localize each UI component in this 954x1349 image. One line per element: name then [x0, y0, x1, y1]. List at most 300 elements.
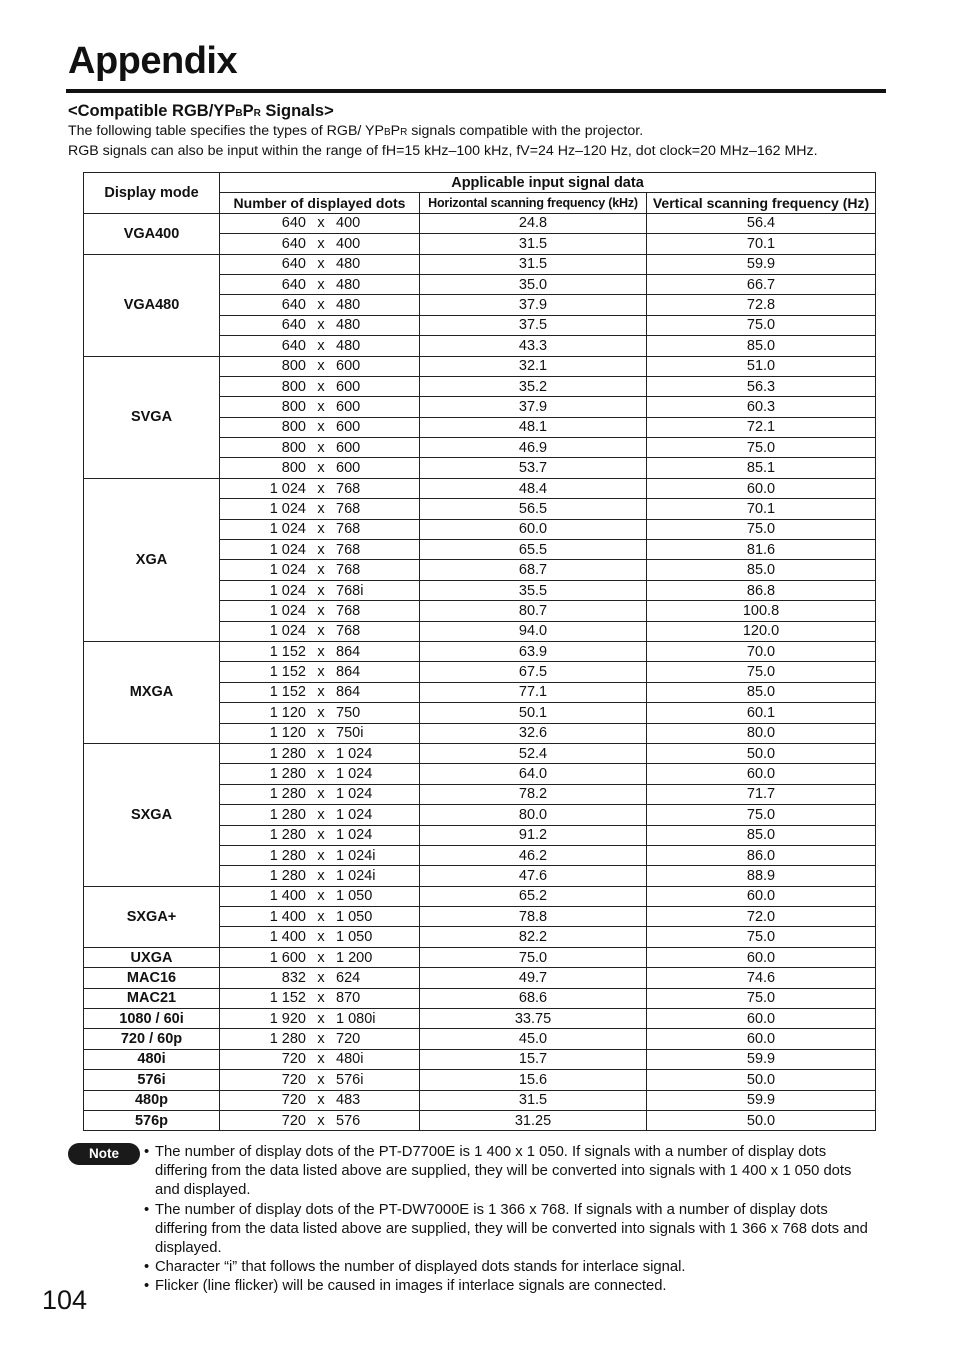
dots-width: 800 — [281, 419, 306, 436]
dots-separator: x — [317, 398, 325, 415]
dots-height: 768 — [336, 521, 361, 538]
dots-width: 1 280 — [269, 827, 306, 844]
vertical-frequency-cell: 50.0 — [647, 1070, 876, 1090]
table-row — [84, 968, 876, 988]
dots-separator: x — [317, 684, 325, 701]
vertical-frequency-cell: 120.0 — [647, 621, 876, 641]
table-row — [84, 1070, 876, 1090]
dots-width: 1 024 — [269, 521, 306, 538]
page-number: 104 — [42, 1285, 88, 1315]
header-displayed-dots: Number of displayed dots — [220, 193, 420, 213]
dots-height: 768 — [336, 541, 361, 558]
display-mode-cell: 576p — [84, 1110, 220, 1130]
dots-separator: x — [317, 480, 325, 497]
horizontal-frequency-cell: 77.1 — [420, 682, 647, 702]
vertical-frequency-cell: 51.0 — [647, 356, 876, 376]
horizontal-frequency-cell: 48.4 — [420, 478, 647, 498]
vertical-frequency-cell: 80.0 — [647, 723, 876, 743]
dots-height: 750 — [336, 704, 361, 721]
vertical-frequency-cell: 60.0 — [647, 764, 876, 784]
dots-height: 768 — [336, 623, 361, 640]
display-mode-cell: MXGA — [84, 641, 220, 743]
horizontal-frequency-cell: 15.7 — [420, 1049, 647, 1069]
horizontal-frequency-cell: 32.6 — [420, 723, 647, 743]
displayed-dots-cell — [220, 458, 420, 478]
horizontal-frequency-cell: 80.7 — [420, 601, 647, 621]
horizontal-frequency-cell: 75.0 — [420, 947, 647, 967]
dots-height: 400 — [336, 235, 361, 252]
horizontal-frequency-cell: 49.7 — [420, 968, 647, 988]
horizontal-frequency-cell: 52.4 — [420, 743, 647, 763]
horizontal-frequency-cell: 50.1 — [420, 703, 647, 723]
horizontal-frequency-cell: 37.5 — [420, 315, 647, 335]
dots-width: 720 — [281, 1051, 306, 1068]
displayed-dots-cell — [220, 519, 420, 539]
dots-separator: x — [317, 500, 325, 517]
dots-height: 1 024 — [336, 827, 373, 844]
displayed-dots-cell — [220, 1070, 420, 1090]
displayed-dots-cell — [220, 295, 420, 315]
dots-separator: x — [317, 541, 325, 558]
displayed-dots-cell — [220, 499, 420, 519]
dots-height: 600 — [336, 419, 361, 436]
displayed-dots-cell — [220, 621, 420, 641]
dots-width: 800 — [281, 460, 306, 477]
dots-width: 1 600 — [269, 949, 306, 966]
dots-separator: x — [317, 867, 325, 884]
dots-height: 400 — [336, 215, 361, 232]
dots-separator: x — [317, 969, 325, 986]
note-item: • The number of display dots of the PT-DW7000E is 1 366 x 768. If signals with a number of display dots differing from the data listed above are supplied, they will be converted into signals with 1 366 x 768 dots and displayed. — [144, 1201, 874, 1259]
table-row — [84, 356, 876, 376]
dots-width: 640 — [281, 337, 306, 354]
display-mode-cell: MAC21 — [84, 988, 220, 1008]
dots-width: 1 280 — [269, 806, 306, 823]
dots-width: 640 — [281, 297, 306, 314]
dots-width: 720 — [281, 1112, 306, 1129]
vertical-frequency-cell: 60.0 — [647, 1029, 876, 1049]
vertical-frequency-cell: 56.3 — [647, 376, 876, 396]
displayed-dots-cell — [220, 376, 420, 396]
displayed-dots-cell — [220, 254, 420, 274]
vertical-frequency-cell: 72.0 — [647, 907, 876, 927]
dots-separator: x — [317, 806, 325, 823]
dots-height: 864 — [336, 664, 361, 681]
horizontal-frequency-cell: 65.2 — [420, 886, 647, 906]
horizontal-frequency-cell: 32.1 — [420, 356, 647, 376]
vertical-frequency-cell: 75.0 — [647, 988, 876, 1008]
horizontal-frequency-cell: 46.2 — [420, 845, 647, 865]
dots-height: 600 — [336, 439, 361, 456]
displayed-dots-cell — [220, 886, 420, 906]
vertical-frequency-cell: 70.0 — [647, 641, 876, 661]
vertical-frequency-cell: 70.1 — [647, 499, 876, 519]
dots-separator: x — [317, 1051, 325, 1068]
vertical-frequency-cell: 85.0 — [647, 336, 876, 356]
dots-height: 1 024i — [336, 867, 376, 884]
dots-width: 800 — [281, 439, 306, 456]
dots-height: 768 — [336, 500, 361, 517]
dots-separator: x — [317, 582, 325, 599]
dots-width: 800 — [281, 398, 306, 415]
horizontal-frequency-cell: 37.9 — [420, 295, 647, 315]
dots-height: 750i — [336, 725, 364, 742]
note-item: • Flicker (line flicker) will be caused in images if interlace signals are connected. — [144, 1277, 874, 1296]
dots-separator: x — [317, 602, 325, 619]
dots-width: 1 120 — [269, 704, 306, 721]
dots-separator: x — [317, 297, 325, 314]
displayed-dots-cell — [220, 723, 420, 743]
displayed-dots-cell — [220, 907, 420, 927]
table-row — [84, 1049, 876, 1069]
note-list — [144, 1143, 874, 1297]
vertical-frequency-cell: 74.6 — [647, 968, 876, 988]
vertical-frequency-cell: 72.8 — [647, 295, 876, 315]
dots-height: 1 024 — [336, 766, 373, 783]
horizontal-frequency-cell: 31.5 — [420, 254, 647, 274]
header-horizontal-frequency: Horizontal scanning frequency (kHz) — [420, 193, 647, 213]
horizontal-frequency-cell: 63.9 — [420, 641, 647, 661]
displayed-dots-cell — [220, 397, 420, 417]
displayed-dots-cell — [220, 1110, 420, 1130]
vertical-frequency-cell: 75.0 — [647, 927, 876, 947]
dots-width: 720 — [281, 1092, 306, 1109]
horizontal-frequency-cell: 64.0 — [420, 764, 647, 784]
table-row — [84, 743, 876, 763]
dots-width: 832 — [281, 969, 306, 986]
dots-width: 640 — [281, 276, 306, 293]
horizontal-frequency-cell: 45.0 — [420, 1029, 647, 1049]
dots-height: 768 — [336, 602, 361, 619]
dots-height: 600 — [336, 460, 361, 477]
displayed-dots-cell — [220, 682, 420, 702]
horizontal-frequency-cell: 47.6 — [420, 866, 647, 886]
table-row — [84, 1110, 876, 1130]
vertical-frequency-cell: 86.0 — [647, 845, 876, 865]
displayed-dots-cell — [220, 601, 420, 621]
vertical-frequency-cell: 60.0 — [647, 947, 876, 967]
signal-table — [83, 172, 876, 1131]
horizontal-frequency-cell: 91.2 — [420, 825, 647, 845]
displayed-dots-cell — [220, 560, 420, 580]
displayed-dots-cell — [220, 703, 420, 723]
horizontal-frequency-cell: 15.6 — [420, 1070, 647, 1090]
displayed-dots-cell — [220, 968, 420, 988]
dots-height: 864 — [336, 684, 361, 701]
dots-height: 870 — [336, 990, 361, 1007]
dots-width: 640 — [281, 317, 306, 334]
vertical-frequency-cell: 60.0 — [647, 478, 876, 498]
dots-separator: x — [317, 215, 325, 232]
vertical-frequency-cell: 85.1 — [647, 458, 876, 478]
dots-width: 800 — [281, 358, 306, 375]
table-row — [84, 213, 876, 233]
dots-height: 1 024 — [336, 806, 373, 823]
horizontal-frequency-cell: 56.5 — [420, 499, 647, 519]
dots-separator: x — [317, 235, 325, 252]
horizontal-frequency-cell: 78.2 — [420, 784, 647, 804]
dots-width: 1 152 — [269, 990, 306, 1007]
table-row — [84, 478, 876, 498]
vertical-frequency-cell: 60.1 — [647, 703, 876, 723]
displayed-dots-cell — [220, 866, 420, 886]
displayed-dots-cell — [220, 336, 420, 356]
intro-text-2: RGB signals can also be input within the range of fH=15 kHz–100 kHz, fV=24 Hz–120 Hz, dot clock=20 MHz–162 MHz. — [68, 143, 818, 159]
vertical-frequency-cell: 66.7 — [647, 274, 876, 294]
horizontal-frequency-cell: 94.0 — [420, 621, 647, 641]
table-row — [84, 988, 876, 1008]
horizontal-frequency-cell: 24.8 — [420, 213, 647, 233]
vertical-frequency-cell: 71.7 — [647, 784, 876, 804]
dots-height: 1 080i — [336, 1010, 376, 1027]
vertical-frequency-cell: 59.9 — [647, 1049, 876, 1069]
dots-separator: x — [317, 460, 325, 477]
dots-separator: x — [317, 1071, 325, 1088]
table-row — [84, 1090, 876, 1110]
display-mode-cell: XGA — [84, 478, 220, 641]
displayed-dots-cell — [220, 234, 420, 254]
displayed-dots-cell — [220, 784, 420, 804]
vertical-frequency-cell: 50.0 — [647, 743, 876, 763]
dots-width: 1 152 — [269, 684, 306, 701]
displayed-dots-cell — [220, 540, 420, 560]
dots-height: 483 — [336, 1092, 361, 1109]
dots-separator: x — [317, 908, 325, 925]
horizontal-frequency-cell: 35.5 — [420, 580, 647, 600]
display-mode-cell: SVGA — [84, 356, 220, 478]
display-mode-cell: MAC16 — [84, 968, 220, 988]
dots-height: 768 — [336, 562, 361, 579]
dots-height: 600 — [336, 358, 361, 375]
horizontal-frequency-cell: 53.7 — [420, 458, 647, 478]
title-rule — [66, 89, 886, 93]
dots-width: 1 024 — [269, 602, 306, 619]
displayed-dots-cell — [220, 662, 420, 682]
dots-height: 600 — [336, 398, 361, 415]
dots-width: 1 024 — [269, 582, 306, 599]
dots-width: 640 — [281, 215, 306, 232]
horizontal-frequency-cell: 67.5 — [420, 662, 647, 682]
display-mode-cell: VGA480 — [84, 254, 220, 356]
vertical-frequency-cell: 88.9 — [647, 866, 876, 886]
dots-separator: x — [317, 1010, 325, 1027]
dots-width: 1 280 — [269, 847, 306, 864]
dots-width: 1 920 — [269, 1010, 306, 1027]
dots-width: 1 024 — [269, 541, 306, 558]
vertical-frequency-cell: 60.0 — [647, 1009, 876, 1029]
dots-separator: x — [317, 766, 325, 783]
dots-height: 1 024i — [336, 847, 376, 864]
dots-height: 480 — [336, 297, 361, 314]
section-heading: <Compatible RGB/YPBPR Signals> — [68, 102, 334, 120]
vertical-frequency-cell: 75.0 — [647, 315, 876, 335]
dots-width: 1 120 — [269, 725, 306, 742]
vertical-frequency-cell: 75.0 — [647, 438, 876, 458]
dots-width: 1 280 — [269, 745, 306, 762]
dots-width: 1 280 — [269, 867, 306, 884]
dots-separator: x — [317, 1031, 325, 1048]
displayed-dots-cell — [220, 805, 420, 825]
dots-width: 1 024 — [269, 562, 306, 579]
table-row — [84, 254, 876, 274]
note-badge: Note — [68, 1143, 140, 1165]
horizontal-frequency-cell: 31.25 — [420, 1110, 647, 1130]
dots-width: 1 400 — [269, 929, 306, 946]
vertical-frequency-cell: 60.3 — [647, 397, 876, 417]
vertical-frequency-cell: 60.0 — [647, 886, 876, 906]
horizontal-frequency-cell: 65.5 — [420, 540, 647, 560]
dots-separator: x — [317, 358, 325, 375]
dots-height: 1 050 — [336, 908, 373, 925]
dots-separator: x — [317, 847, 325, 864]
dots-width: 1 024 — [269, 623, 306, 640]
horizontal-frequency-cell: 82.2 — [420, 927, 647, 947]
vertical-frequency-cell: 86.8 — [647, 580, 876, 600]
displayed-dots-cell — [220, 988, 420, 1008]
dots-height: 1 024 — [336, 745, 373, 762]
vertical-frequency-cell: 85.0 — [647, 682, 876, 702]
dots-width: 1 280 — [269, 766, 306, 783]
display-mode-cell: 1080 / 60i — [84, 1009, 220, 1029]
dots-width: 640 — [281, 256, 306, 273]
dots-width: 640 — [281, 235, 306, 252]
note-item: • The number of display dots of the PT-D7700E is 1 400 x 1 050. If signals with a number of display dots differing from the data listed above are supplied, they will be converted into signals with 1 400 x 1 050 dots and displayed. — [144, 1143, 874, 1201]
vertical-frequency-cell: 70.1 — [647, 234, 876, 254]
vertical-frequency-cell: 75.0 — [647, 662, 876, 682]
dots-height: 480i — [336, 1051, 364, 1068]
display-mode-cell: SXGA+ — [84, 886, 220, 947]
displayed-dots-cell — [220, 927, 420, 947]
dots-height: 768 — [336, 480, 361, 497]
dots-separator: x — [317, 562, 325, 579]
dots-separator: x — [317, 256, 325, 273]
dots-separator: x — [317, 704, 325, 721]
dots-height: 480 — [336, 337, 361, 354]
dots-width: 720 — [281, 1071, 306, 1088]
vertical-frequency-cell: 81.6 — [647, 540, 876, 560]
horizontal-frequency-cell: 35.0 — [420, 274, 647, 294]
dots-height: 1 050 — [336, 888, 373, 905]
dots-separator: x — [317, 664, 325, 681]
dots-separator: x — [317, 1112, 325, 1129]
horizontal-frequency-cell: 33.75 — [420, 1009, 647, 1029]
dots-separator: x — [317, 317, 325, 334]
header-applicable-input: Applicable input signal data — [220, 173, 876, 193]
horizontal-frequency-cell: 48.1 — [420, 417, 647, 437]
dots-separator: x — [317, 439, 325, 456]
displayed-dots-cell — [220, 1090, 420, 1110]
dots-height: 480 — [336, 317, 361, 334]
dots-separator: x — [317, 929, 325, 946]
displayed-dots-cell — [220, 1049, 420, 1069]
horizontal-frequency-cell: 43.3 — [420, 336, 647, 356]
dots-height: 576 — [336, 1112, 361, 1129]
displayed-dots-cell — [220, 213, 420, 233]
vertical-frequency-cell: 50.0 — [647, 1110, 876, 1130]
display-mode-cell: 720 / 60p — [84, 1029, 220, 1049]
vertical-frequency-cell: 100.8 — [647, 601, 876, 621]
vertical-frequency-cell: 59.9 — [647, 1090, 876, 1110]
table-row — [84, 641, 876, 661]
note-item: • Character “i” that follows the number of displayed dots stands for interlace signal. — [144, 1258, 874, 1277]
dots-width: 1 400 — [269, 888, 306, 905]
dots-height: 1 050 — [336, 929, 373, 946]
displayed-dots-cell — [220, 641, 420, 661]
table-row — [84, 947, 876, 967]
dots-width: 1 024 — [269, 500, 306, 517]
dots-separator: x — [317, 337, 325, 354]
displayed-dots-cell — [220, 845, 420, 865]
dots-width: 1 152 — [269, 643, 306, 660]
vertical-frequency-cell: 85.0 — [647, 825, 876, 845]
dots-separator: x — [317, 745, 325, 762]
display-mode-cell: UXGA — [84, 947, 220, 967]
displayed-dots-cell — [220, 825, 420, 845]
display-mode-cell: 576i — [84, 1070, 220, 1090]
vertical-frequency-cell: 85.0 — [647, 560, 876, 580]
dots-width: 1 280 — [269, 786, 306, 803]
dots-height: 480 — [336, 256, 361, 273]
horizontal-frequency-cell: 37.9 — [420, 397, 647, 417]
dots-separator: x — [317, 827, 325, 844]
displayed-dots-cell — [220, 580, 420, 600]
signal-table-body — [84, 213, 876, 1131]
displayed-dots-cell — [220, 356, 420, 376]
display-mode-cell: 480i — [84, 1049, 220, 1069]
dots-height: 576i — [336, 1071, 364, 1088]
displayed-dots-cell — [220, 417, 420, 437]
dots-height: 1 024 — [336, 786, 373, 803]
display-mode-cell: SXGA — [84, 743, 220, 886]
displayed-dots-cell — [220, 274, 420, 294]
displayed-dots-cell — [220, 743, 420, 763]
displayed-dots-cell — [220, 1029, 420, 1049]
horizontal-frequency-cell: 31.5 — [420, 1090, 647, 1110]
horizontal-frequency-cell: 78.8 — [420, 907, 647, 927]
page-title: Appendix — [68, 40, 238, 82]
horizontal-frequency-cell: 35.2 — [420, 376, 647, 396]
dots-separator: x — [317, 786, 325, 803]
dots-separator: x — [317, 643, 325, 660]
horizontal-frequency-cell: 68.7 — [420, 560, 647, 580]
vertical-frequency-cell: 56.4 — [647, 213, 876, 233]
horizontal-frequency-cell: 31.5 — [420, 234, 647, 254]
vertical-frequency-cell: 59.9 — [647, 254, 876, 274]
dots-height: 864 — [336, 643, 361, 660]
display-mode-cell: VGA400 — [84, 213, 220, 254]
horizontal-frequency-cell: 60.0 — [420, 519, 647, 539]
vertical-frequency-cell: 72.1 — [647, 417, 876, 437]
dots-width: 1 152 — [269, 664, 306, 681]
dots-height: 768i — [336, 582, 364, 599]
intro-text-1: The following table specifies the types of RGB/ YPBPR signals compatible with the projector. — [68, 123, 644, 139]
horizontal-frequency-cell: 46.9 — [420, 438, 647, 458]
header-display-mode: Display mode — [84, 173, 220, 214]
dots-separator: x — [317, 949, 325, 966]
dots-separator: x — [317, 419, 325, 436]
dots-width: 800 — [281, 378, 306, 395]
dots-height: 1 200 — [336, 949, 373, 966]
displayed-dots-cell — [220, 478, 420, 498]
dots-separator: x — [317, 990, 325, 1007]
displayed-dots-cell — [220, 947, 420, 967]
displayed-dots-cell — [220, 438, 420, 458]
table-row — [84, 886, 876, 906]
dots-separator: x — [317, 378, 325, 395]
vertical-frequency-cell: 75.0 — [647, 519, 876, 539]
dots-separator: x — [317, 888, 325, 905]
dots-separator: x — [317, 276, 325, 293]
